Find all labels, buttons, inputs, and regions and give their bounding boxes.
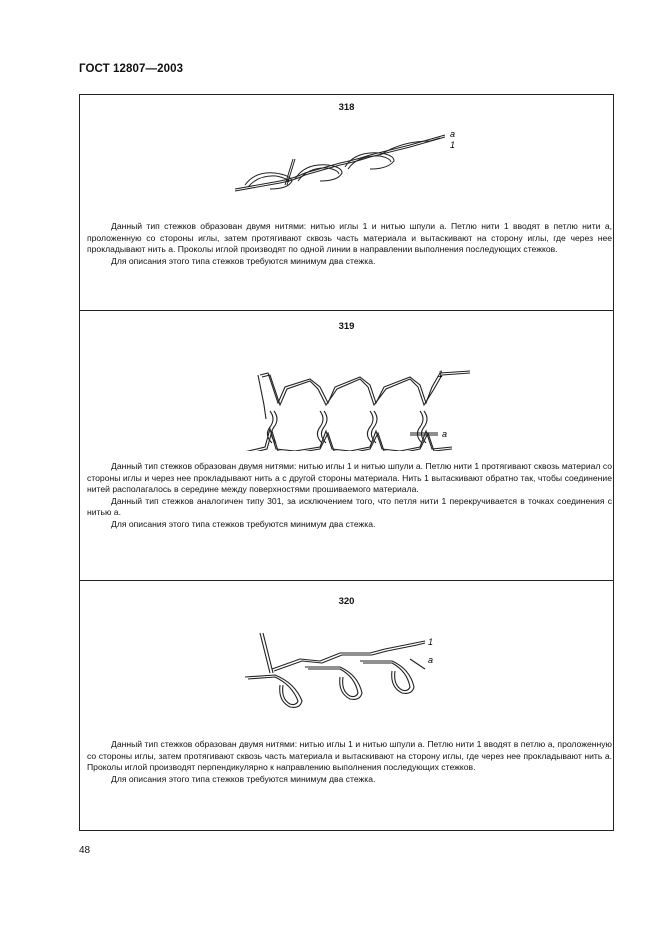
stitch-number: 320 (338, 596, 355, 607)
section-319 (80, 311, 613, 581)
stitch-number: 318 (338, 102, 355, 113)
description (87, 461, 612, 531)
paragraph: Для описания этого типа стежков требуются минимум два стежка. (111, 518, 376, 529)
document-header: ГОСТ 12807—2003 (79, 63, 184, 75)
stitch-320-diagram (80, 611, 615, 711)
stitch-319-diagram (80, 339, 615, 451)
description (87, 221, 612, 267)
paragraph: Данный тип стежков аналогичен типу 301, за исключением того, что петля нити 1 перекручивается в точках соединения с нитью a. (87, 495, 612, 518)
section-318 (80, 95, 613, 311)
section-320 (80, 581, 613, 832)
label-1: 1 (428, 637, 434, 647)
stitch-318-diagram (80, 115, 615, 225)
stitch-number: 319 (338, 321, 355, 332)
label-a: a (442, 429, 448, 439)
page-number: 48 (79, 845, 91, 856)
paragraph: Для описания этого типа стежков требуются минимум два стежка. (111, 255, 376, 266)
description (87, 739, 612, 785)
paragraph: Данный тип стежков образован двумя нитями: нитью иглы 1 и нитью шпули a. Петлю нити 1 вводят в петлю нити a, проложенную со стороны иглы, затем протягивают сквозь часть материала и вытаскивают на сторону иглы, где через нее прокладывают нить a. Проколы иглой производят по одной линии в направлении выполнения последующих стежков. (87, 221, 612, 255)
paragraph: Данный тип стежков образован двумя нитями: нитью иглы 1 и нитью шпули a. Петлю нити 1 вводят в петлю a, проложенную со стороны иглы, затем протягивают сквозь часть материала и вытаскивают на сторону иглы, где через нее прокладывают нить a. Проколы иглой производят перпендикулярно к направлению выполнения последующих стежков. (87, 739, 612, 773)
paragraph: Данный тип стежков образован двумя нитями: нитью иглы 1 и нитью шпули a. Петлю нити 1 протягивают сквозь материал со стороны иглы и через нее прокладывают нить a с другой стороны материала. Нить 1 вытаскивают обратно так, чтобы соединение нитей располагалось в середине между поверхностями прошиваемого материала. (87, 461, 612, 495)
label-1: 1 (438, 369, 444, 379)
stitch-table (79, 94, 614, 831)
label-a: a (450, 129, 456, 139)
label-1: 1 (450, 140, 456, 150)
label-a: a (428, 655, 434, 665)
paragraph: Для описания этого типа стежков требуются минимум два стежка. (111, 773, 376, 784)
